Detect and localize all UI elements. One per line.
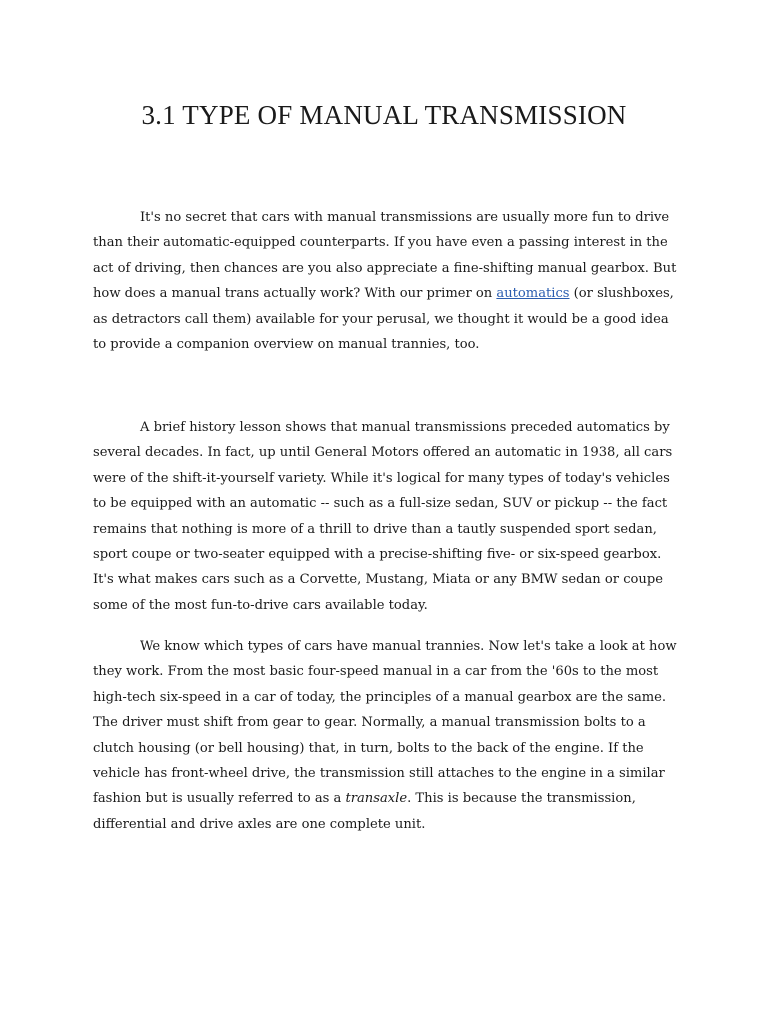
paragraph-how-it-works-text-start: We know which types of cars have manual trannies. Now let's take a look at how they work. From the most basic four-speed manual in a car from the '60s to the most high-tech six-speed in a car of today, the principles of a manual gearbox are the same. The driver must shift from gear to gear. Normally, a manual transmission bolts to a clutch housing (or bell housing) that, in turn, bolts to the back of the engine. If the vehicle has front-wheel drive, the transmission still attaches to the engine in a similar fashion but is usually referred to as a bbox=[93, 639, 677, 807]
page-title: 3.1 TYPE OF MANUAL TRANSMISSION bbox=[141, 100, 627, 130]
paragraph-history: A brief history lesson shows that manual transmissions preceded automatics by several decades. In fact, up until General Motors offered an automatic in 1938, all cars were of the shift-it-yourself variety. While it's logical for many types of today's vehicles to be equipped with an automatic -- such as a full-size sedan, SUV or pickup -- the fact remains that nothing is more of a thrill to drive than a tautly suspended sport sedan, sport coupe or two-seater equipped with a precise-shifting five- or six-speed gearbox. It's what makes cars such as a Corvette, Mustang, Miata or any BMW sedan or coupe some of the most fun-to-drive cars available today. bbox=[93, 420, 673, 613]
paragraph-how-it-works-text-end: . This is because the transmission, differential and drive axles are one complete unit. bbox=[93, 791, 636, 832]
paragraph-how-it-works bbox=[93, 634, 679, 837]
automatics-link[interactable]: automatics bbox=[496, 286, 570, 302]
paragraph-intro-text-start: It's no secret that cars with manual transmissions are usually more fun to drive than their automatic-equipped counterparts. If you have even a passing interest in the act of driving, then chances are you also appreciate a fine-shifting manual gearbox. But how does a manual trans actually work? With our primer on bbox=[93, 210, 677, 302]
transaxle-term: transaxle bbox=[345, 791, 408, 807]
paragraph-intro bbox=[93, 205, 679, 357]
paragraph-intro-text-end: (or slushboxes, as detractors call them) available for your perusal, we thought it would be a good idea to provide a companion overview on manual trannies, too. bbox=[93, 286, 674, 353]
